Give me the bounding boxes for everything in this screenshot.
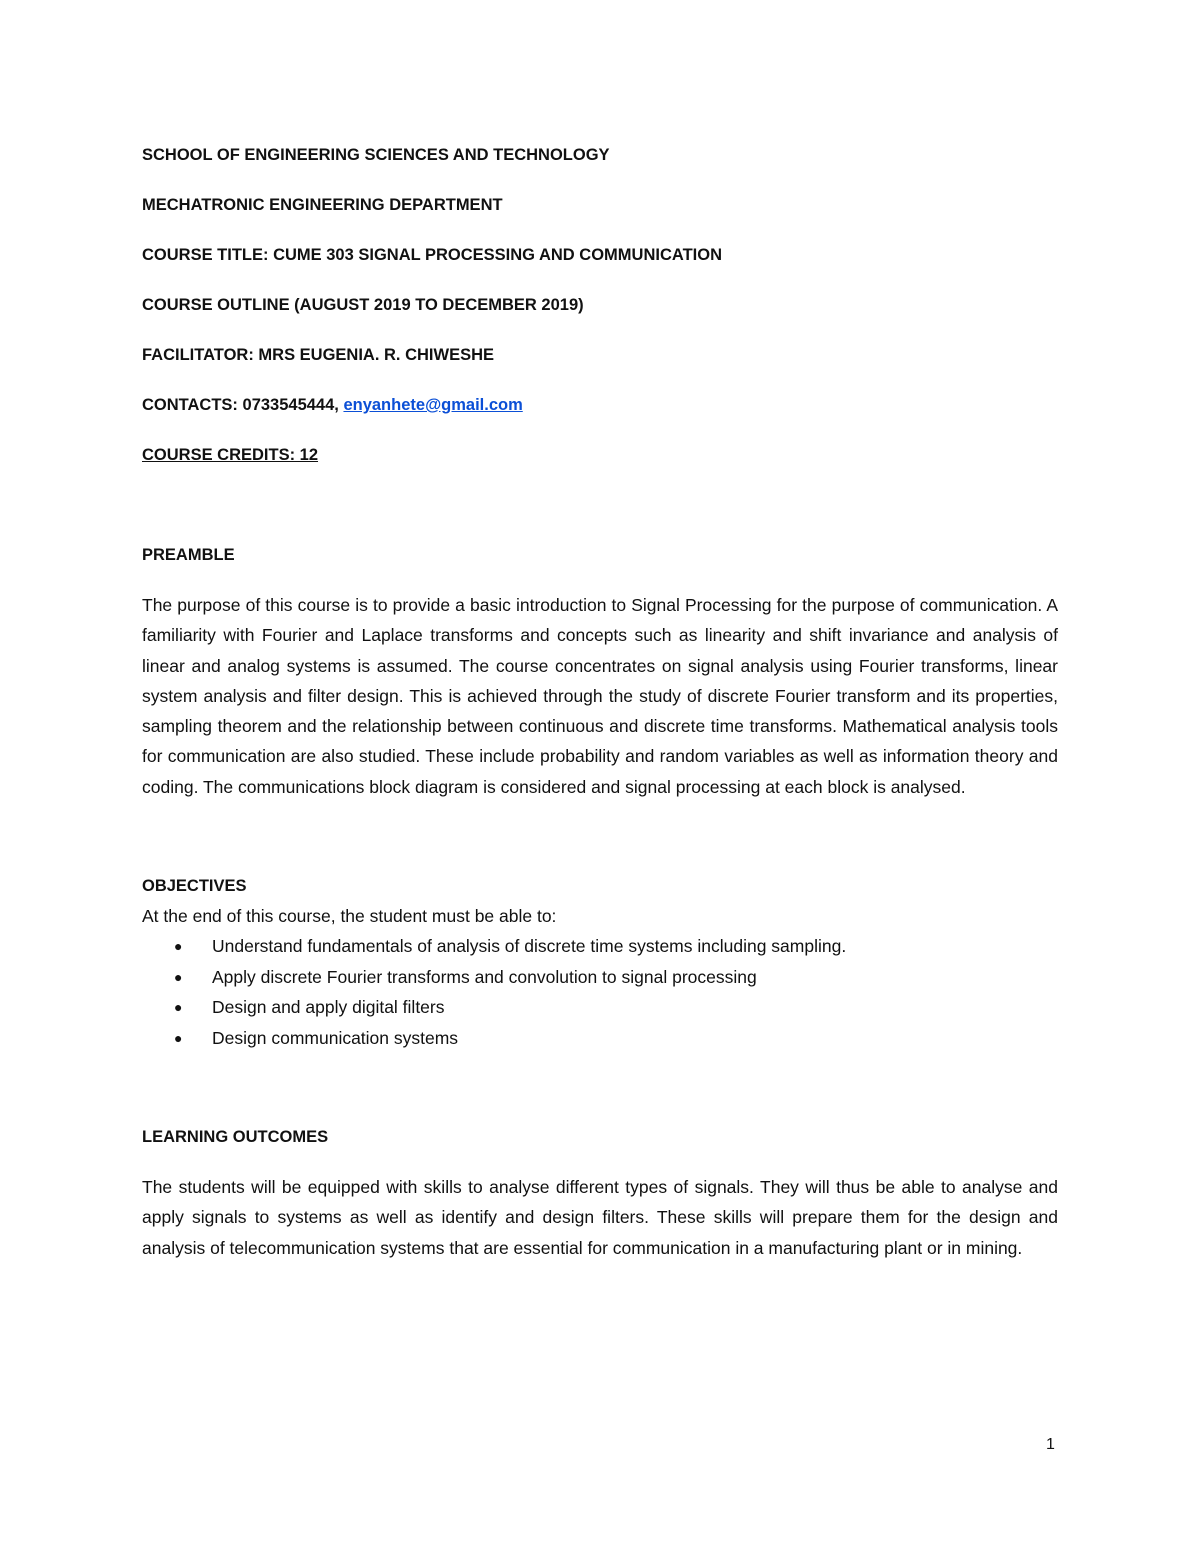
objectives-intro: At the end of this course, the student must be able to:	[142, 906, 557, 927]
spacer	[142, 1053, 1058, 1122]
list-item	[142, 1023, 1058, 1054]
contacts-line	[142, 390, 1058, 440]
course-title-heading: COURSE TITLE: CUME 303 SIGNAL PROCESSING AND COMMUNICATION	[142, 246, 722, 264]
spacer	[142, 490, 1058, 540]
list-item	[142, 992, 1058, 1023]
spacer	[142, 1152, 1058, 1172]
list-item-text: Apply discrete Fourier transforms and convolution to signal processing	[212, 966, 757, 987]
list-item	[142, 931, 1058, 962]
spacer	[142, 802, 1058, 871]
bullet-icon: ●	[174, 1029, 183, 1046]
preamble-paragraph: The purpose of this course is to provide a basic introduction to Signal Processing for the purpose of communication. A familiarity with Fourier and Laplace transforms and concepts such as linearity and shift invariance and analysis of linear and analog systems is assumed. The course concentrates on signal analysis using Fourier transforms, linear system analysis and filter design. This is achieved through the study of discrete Fourier transform and its properties, sampling theorem and the relationship between continuous and discrete time transforms. Mathematical analysis tools for communication are also studied. These include probability and random variables as well as information theory and coding. The communications block diagram is considered and signal processing at each block is analysed.	[142, 595, 1058, 797]
page-number: 1	[1046, 1436, 1055, 1453]
course-credits-line	[142, 440, 1058, 490]
preamble-title: PREAMBLE	[142, 546, 235, 564]
department-heading: MECHATRONIC ENGINEERING DEPARTMENT	[142, 196, 503, 214]
contact-email-link[interactable]: enyanhete@gmail.com	[343, 396, 523, 414]
bullet-icon: ●	[174, 938, 183, 955]
objectives-title: OBJECTIVES	[142, 877, 247, 896]
course-outline-heading: COURSE OUTLINE (AUGUST 2019 TO DECEMBER 2019)	[142, 296, 584, 314]
list-item	[142, 962, 1058, 993]
bullet-icon: ●	[174, 999, 183, 1016]
course-credits-label: COURSE CREDITS: 12	[142, 446, 319, 464]
bullet-icon: ●	[174, 968, 183, 985]
objectives-list	[142, 931, 1058, 1053]
document-content	[142, 140, 1058, 1263]
facilitator-heading: FACILITATOR: MRS EUGENIA. R. CHIWESHE	[142, 346, 495, 364]
learning-outcomes-paragraph: The students will be equipped with skills to analyse different types of signals. They will thus be able to analyse and apply signals to systems as well as identify and design filters. These skills will prepare them for the design and analysis of telecommunication systems that are essential for communication in a manufacturing plant or in mining.	[142, 1177, 1058, 1258]
school-heading: SCHOOL OF ENGINEERING SCIENCES AND TECHNOLOGY	[142, 146, 610, 164]
contacts-label: CONTACTS: 0733545444,	[142, 396, 344, 414]
learning-outcomes-title: LEARNING OUTCOMES	[142, 1128, 329, 1147]
list-item-text: Design and apply digital filters	[212, 997, 445, 1018]
list-item-text: Design communication systems	[212, 1027, 459, 1048]
spacer	[142, 570, 1058, 590]
list-item-text: Understand fundamentals of analysis of discrete time systems including sampling.	[212, 936, 847, 957]
